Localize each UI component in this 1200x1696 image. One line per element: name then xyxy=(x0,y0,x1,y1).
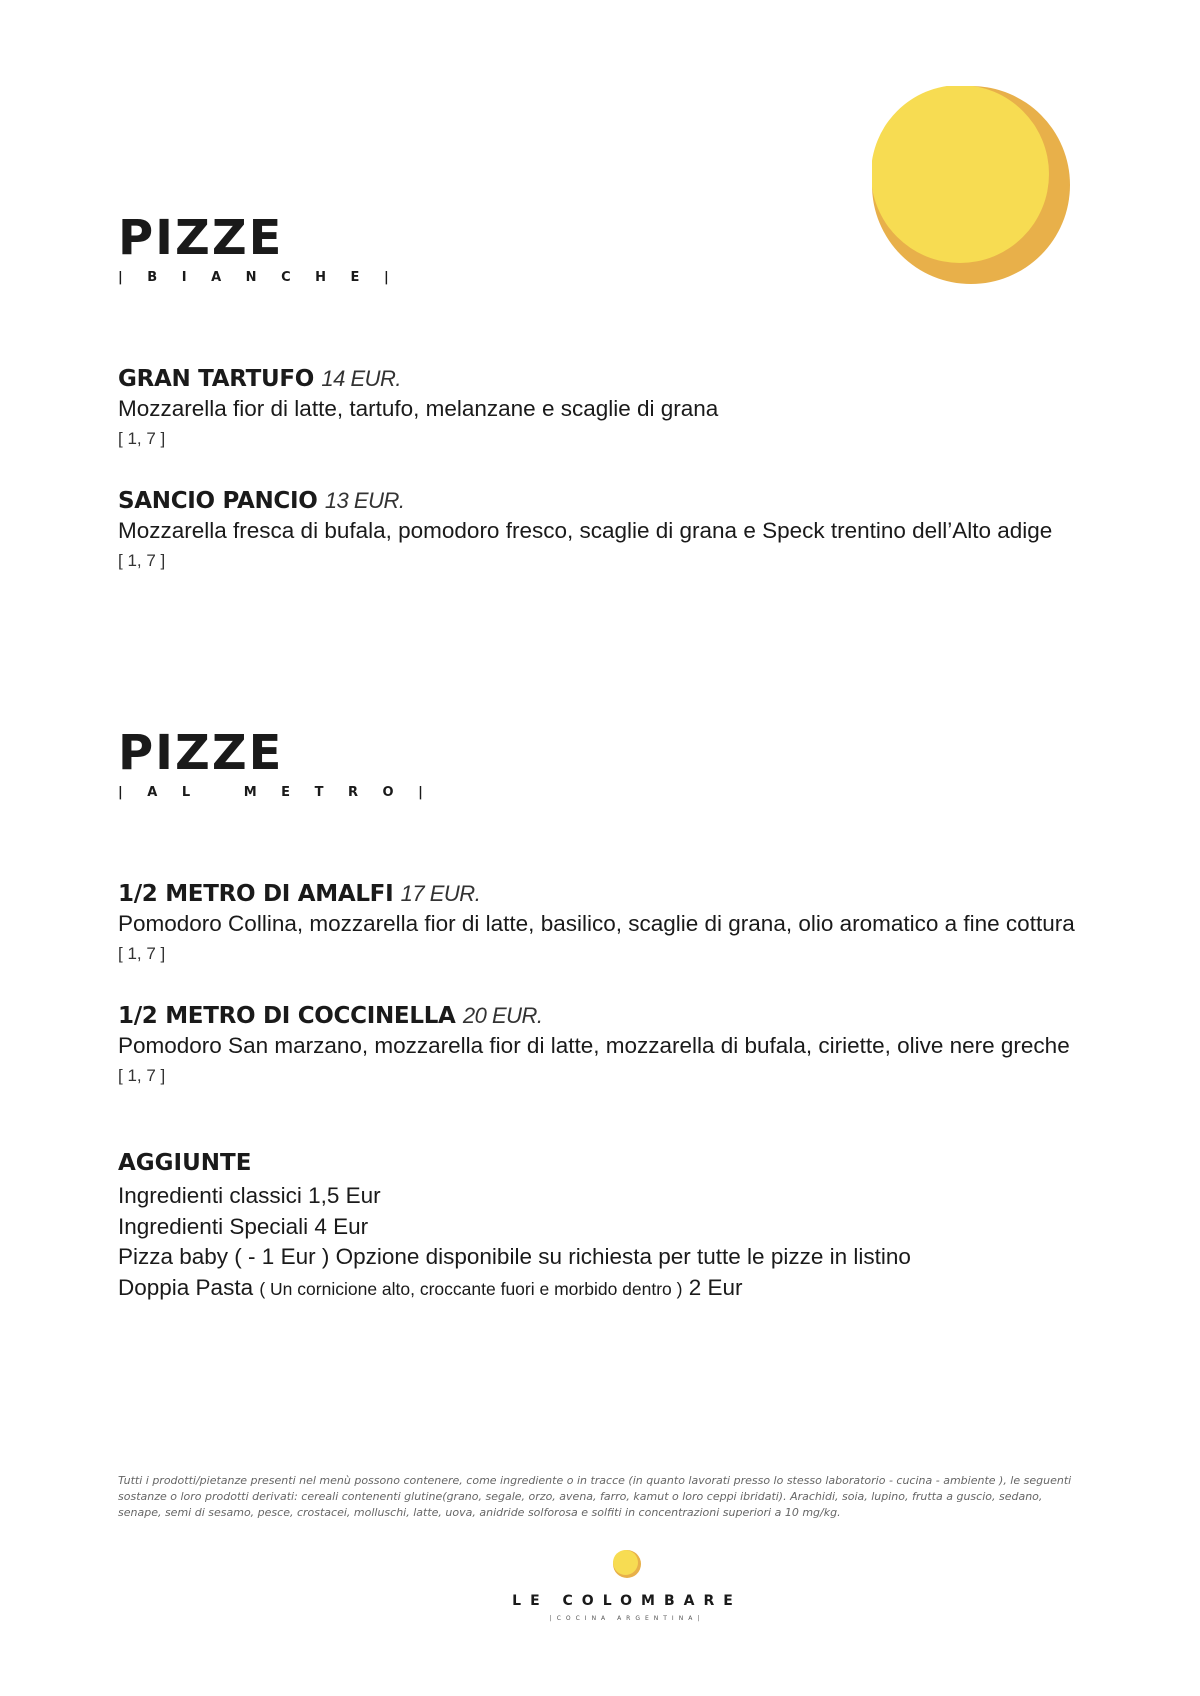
moon-illustration xyxy=(872,86,1070,284)
menu-item-description: Pomodoro Collina, mozzarella fior di latte, basilico, scaglie di grana, olio aromatico a fine cottura xyxy=(118,911,1075,936)
double-dough-price: 2 Eur xyxy=(688,1274,743,1300)
double-dough-label: Doppia Pasta xyxy=(118,1274,254,1300)
menu-item-allergens: [ 1, 7 ] xyxy=(118,1066,166,1085)
menu-item-description: Pomodoro San marzano, mozzarella fior di latte, mozzarella di bufala, ciriette, olive nere greche xyxy=(118,1033,1070,1058)
addition-line: Ingredienti Speciali 4 Eur xyxy=(118,1213,369,1239)
brand-tagline: |COCINA ARGENTINA| xyxy=(549,1615,705,1622)
menu-item-price: 17 EUR. xyxy=(400,881,481,906)
menu-item-heading xyxy=(118,1001,1108,1031)
menu-item xyxy=(118,1001,1108,1091)
logo-moon-icon xyxy=(612,1549,642,1579)
menu-item-heading xyxy=(118,486,1108,516)
menu-item-name: GRAN TARTUFO xyxy=(118,366,315,392)
double-dough-note: ( Un cornicione alto, croccante fuori e morbido dentro ) xyxy=(259,1278,683,1299)
menu-item-name: 1/2 METRO DI AMALFI xyxy=(118,881,394,907)
addition-line: Ingredienti classici 1,5 Eur xyxy=(118,1183,381,1208)
menu-item-name: SANCIO PANCIO xyxy=(118,488,318,514)
menu-item-description: Mozzarella fior di latte, tartufo, melanzane e scaglie di grana xyxy=(118,396,719,421)
menu-item-heading xyxy=(118,364,1108,394)
additions-title: AGGIUNTE xyxy=(118,1150,252,1176)
menu-item-heading xyxy=(118,879,1108,909)
menu-item-allergens: [ 1, 7 ] xyxy=(118,429,166,448)
menu-item-name: 1/2 METRO DI COCCINELLA xyxy=(118,1003,456,1029)
section-title-bianche: PIZZE xyxy=(118,210,284,266)
menu-item xyxy=(118,364,1108,454)
menu-item xyxy=(118,879,1108,969)
section-title-al-metro: PIZZE xyxy=(118,725,284,781)
menu-item-price: 13 EUR. xyxy=(324,488,405,513)
menu-item-price: 14 EUR. xyxy=(321,366,402,391)
menu-item-allergens: [ 1, 7 ] xyxy=(118,551,166,570)
menu-item-price: 20 EUR. xyxy=(462,1003,543,1028)
addition-double-dough xyxy=(118,1273,911,1305)
section-subtitle-bianche: | B I A N C H E | xyxy=(118,270,399,285)
section-subtitle-al-metro: | A L M E T R O | xyxy=(118,785,433,800)
allergen-disclaimer: Tutti i prodotti/pietanze presenti nel menù possono contenere, come ingrediente o in tracce (in quanto lavorati presso lo stesso laboratorio - cucina - ambiente ), le seguenti sostanze o loro prodotti derivati: cereali contenenti glutine(grano, segale, orzo, avena, farro, kamut o loro ceppi ibridati). Arachidi, soia, lupino, frutta a guscio, sedano, senape, semi di sesamo, pesce, crostacei, molluschi, latte, uova, anidride solforosa e solfiti in concentrazioni superiori a 10 mg/kg. xyxy=(118,1474,1072,1519)
menu-item-description: Mozzarella fresca di bufala, pomodoro fresco, scaglie di grana e Speck trentino dell’Alto adige xyxy=(118,518,1053,543)
menu-item-allergens: [ 1, 7 ] xyxy=(118,944,166,963)
additions-list xyxy=(118,1181,911,1304)
addition-line: Pizza baby ( - 1 Eur ) Opzione disponibile su richiesta per tutte le pizze in listino xyxy=(118,1244,911,1269)
brand-name: LE COLOMBARE xyxy=(512,1593,742,1609)
menu-item xyxy=(118,486,1108,576)
